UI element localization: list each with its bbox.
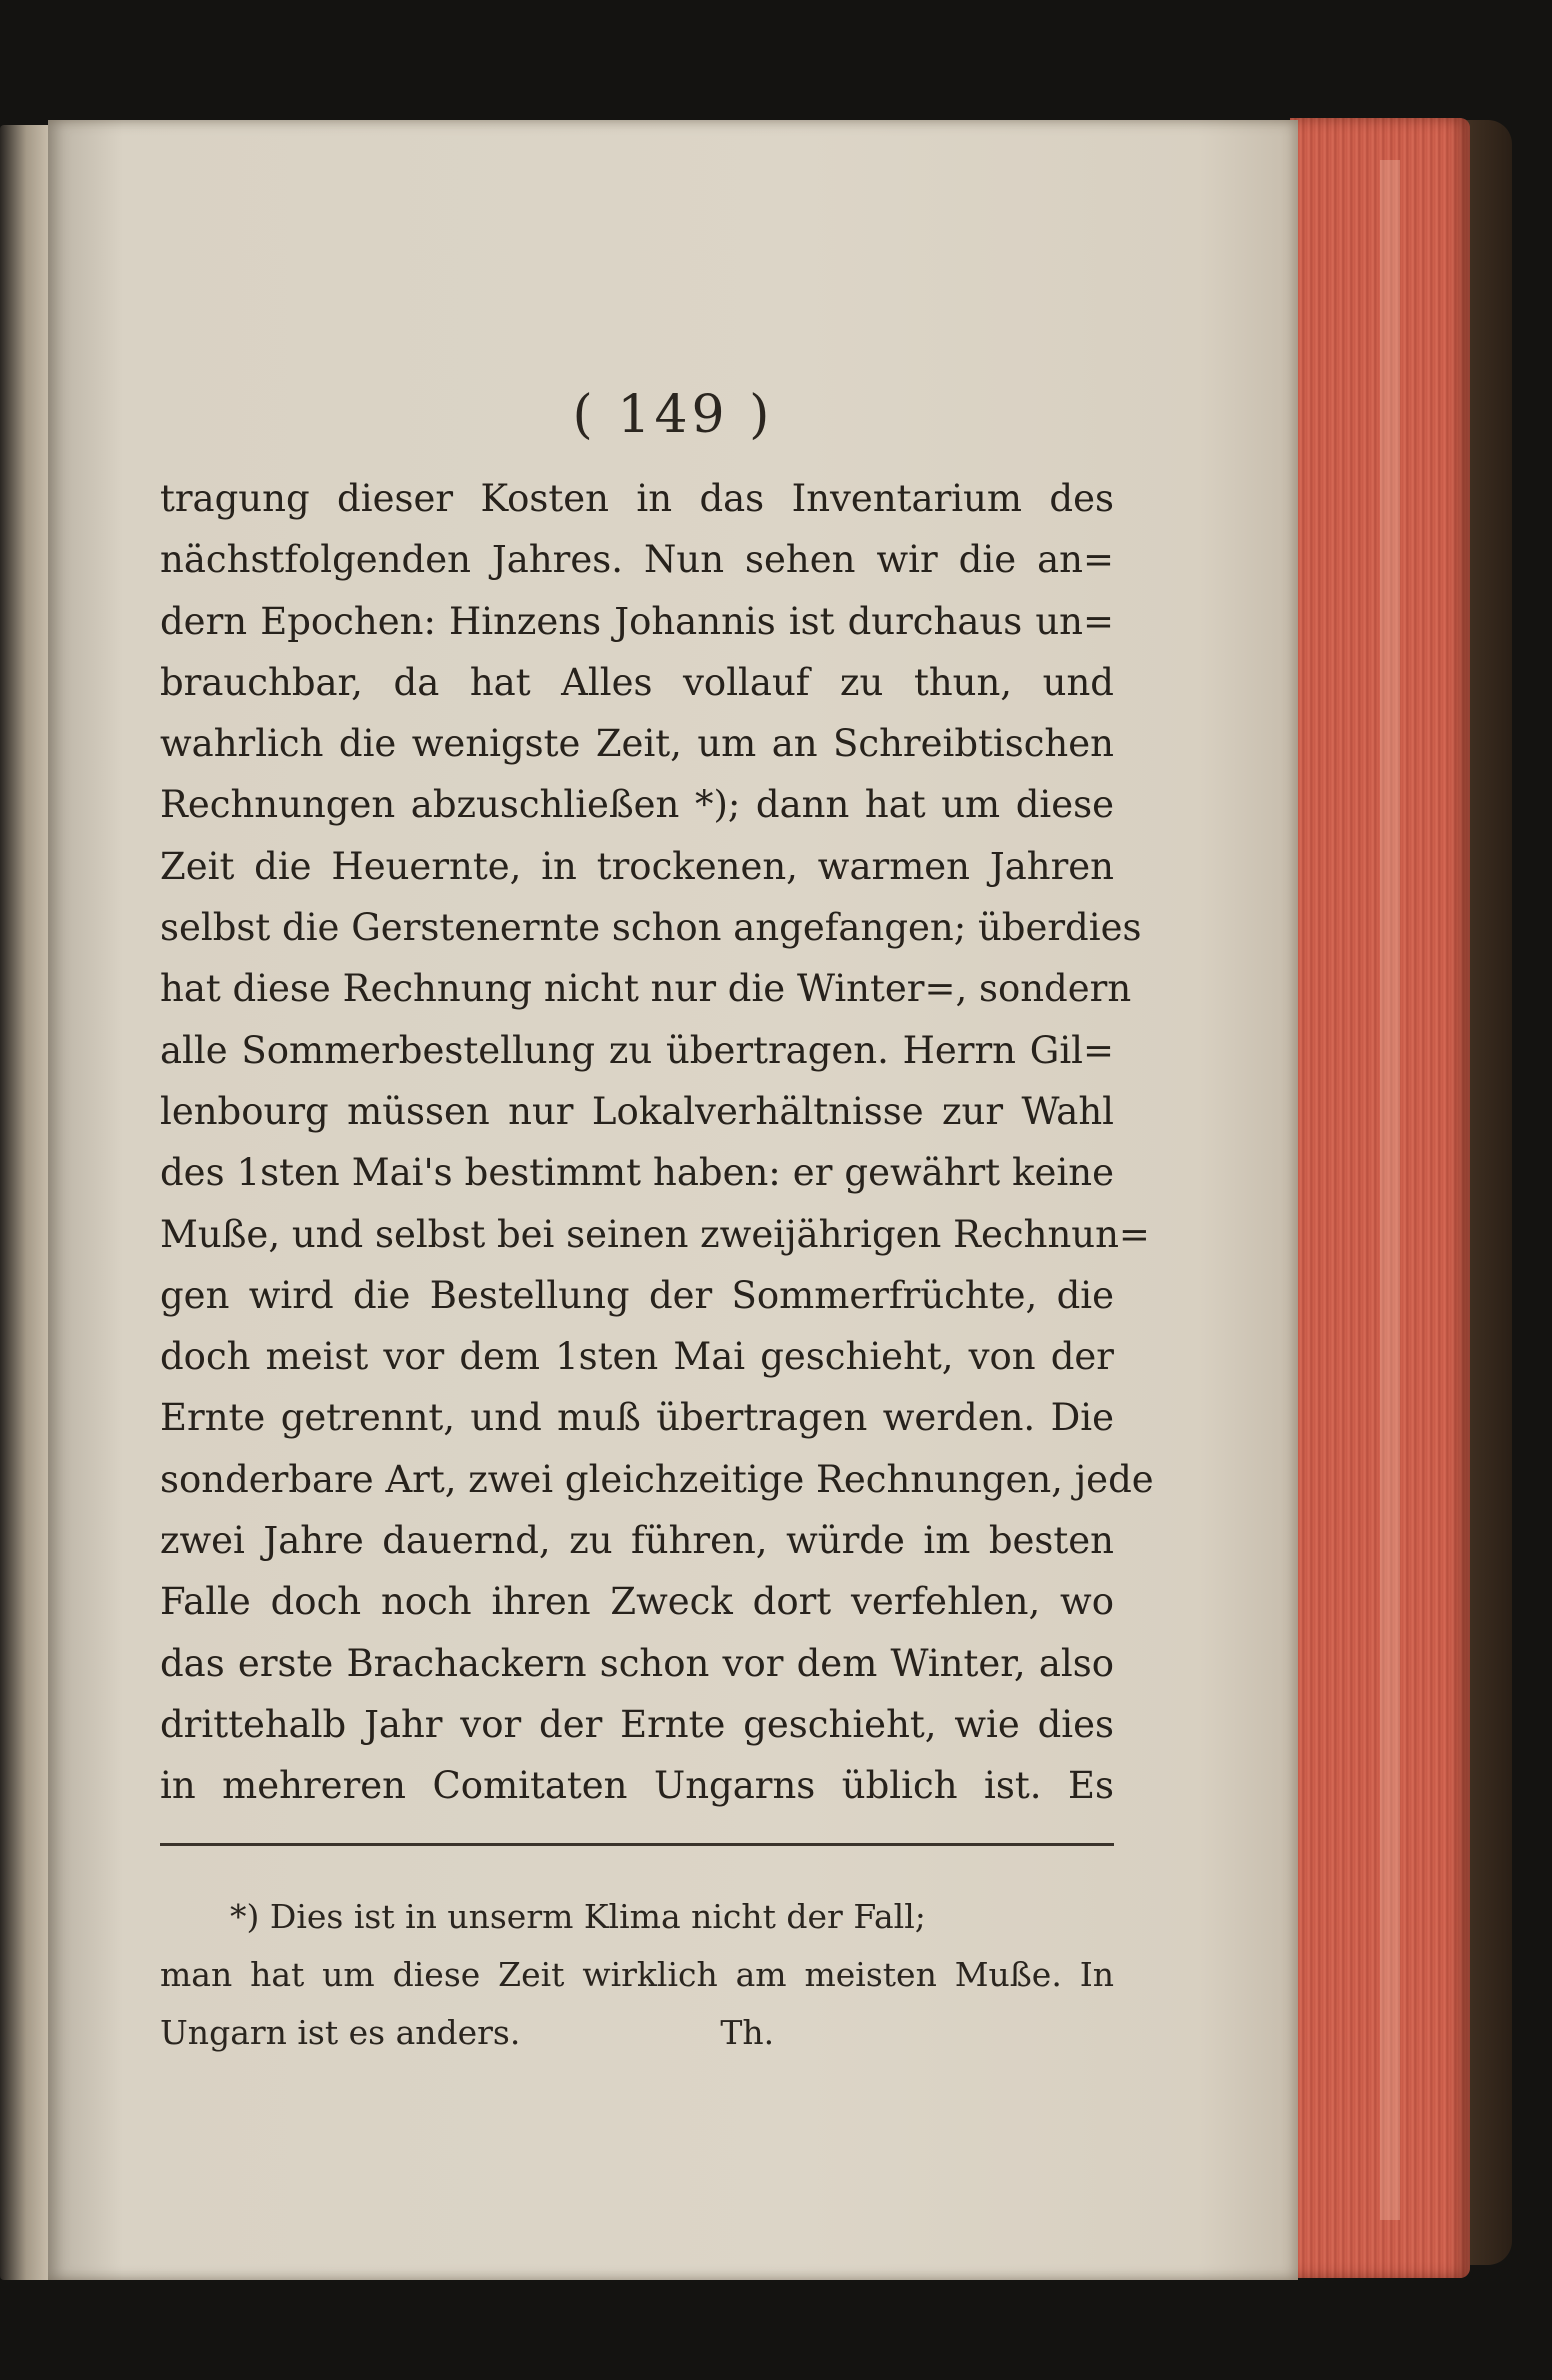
- text-line: Ernte getrennt, und muß übertragen werden. Die: [160, 1396, 1114, 1440]
- text-line: sonderbare Art, zwei gleichzeitige Rechnungen, jede: [160, 1457, 1154, 1501]
- text-line: dern Epochen: Hinzens Johannis ist durchaus un=: [160, 599, 1114, 643]
- text-line: Falle doch noch ihren Zweck dort verfehlen, wo: [160, 1580, 1114, 1624]
- text-line: Rechnungen abzuschließen *); dann hat um diese: [160, 783, 1114, 827]
- text-line: lenbourg müssen nur Lokalverhältnisse zur Wahl: [160, 1089, 1114, 1133]
- footnote: [160, 1888, 1114, 2062]
- body-text: [160, 468, 1154, 1817]
- text-line: selbst die Gerstenernte schon angefangen; überdies: [160, 906, 1142, 950]
- footnote-rule: [160, 1843, 1114, 1846]
- text-line: drittehalb Jahr vor der Ernte geschieht, wie dies: [160, 1702, 1114, 1746]
- book-page: [48, 120, 1298, 2280]
- text-line: Zeit die Heuernte, in trockenen, warmen Jahren: [160, 844, 1114, 888]
- fore-edge-highlight: [1380, 160, 1400, 2220]
- text-line: hat diese Rechnung nicht nur die Winter=, sondern: [160, 967, 1132, 1011]
- footnote-line: [160, 2004, 1114, 2062]
- text-line: gen wird die Bestellung der Sommerfrüchte, die: [160, 1273, 1114, 1317]
- footnote-line-1: *) Dies ist in unserm Klima nicht der Fall;: [230, 1897, 926, 1936]
- footnote-line: [160, 1888, 1114, 1946]
- text-line: alle Sommerbestellung zu übertragen. Herrn Gil=: [160, 1028, 1114, 1072]
- left-page-edge: [0, 125, 48, 2280]
- text-line: in mehreren Comitaten Ungarns üblich ist. Es: [160, 1764, 1114, 1808]
- text-line: wahrlich die wenigste Zeit, um an Schreibtischen: [160, 722, 1114, 766]
- footnote-line-3: Ungarn ist es anders.: [160, 2013, 521, 2052]
- text-line: zwei Jahre dauernd, zu führen, würde im besten: [160, 1519, 1114, 1563]
- page-number: ( 149 ): [572, 385, 774, 445]
- text-line: Muße, und selbst bei seinen zweijährigen Rechnun=: [160, 1212, 1150, 1256]
- text-line: nächstfolgenden Jahres. Nun sehen wir die an=: [160, 538, 1114, 582]
- text-line: das erste Brachackern schon vor dem Winter, also: [160, 1641, 1114, 1685]
- footnote-signature: Th.: [720, 2013, 775, 2052]
- text-line: doch meist vor dem 1sten Mai geschieht, von der: [160, 1335, 1114, 1379]
- text-line: des 1sten Mai's bestimmt haben: er gewährt keine: [160, 1151, 1114, 1195]
- text-line: tragung dieser Kosten in das Inventarium des: [160, 477, 1114, 520]
- footnote-line-2: man hat um diese Zeit wirklich am meisten Muße. In: [160, 1955, 1114, 1994]
- text-line: brauchbar, da hat Alles vollauf zu thun, und: [160, 660, 1114, 704]
